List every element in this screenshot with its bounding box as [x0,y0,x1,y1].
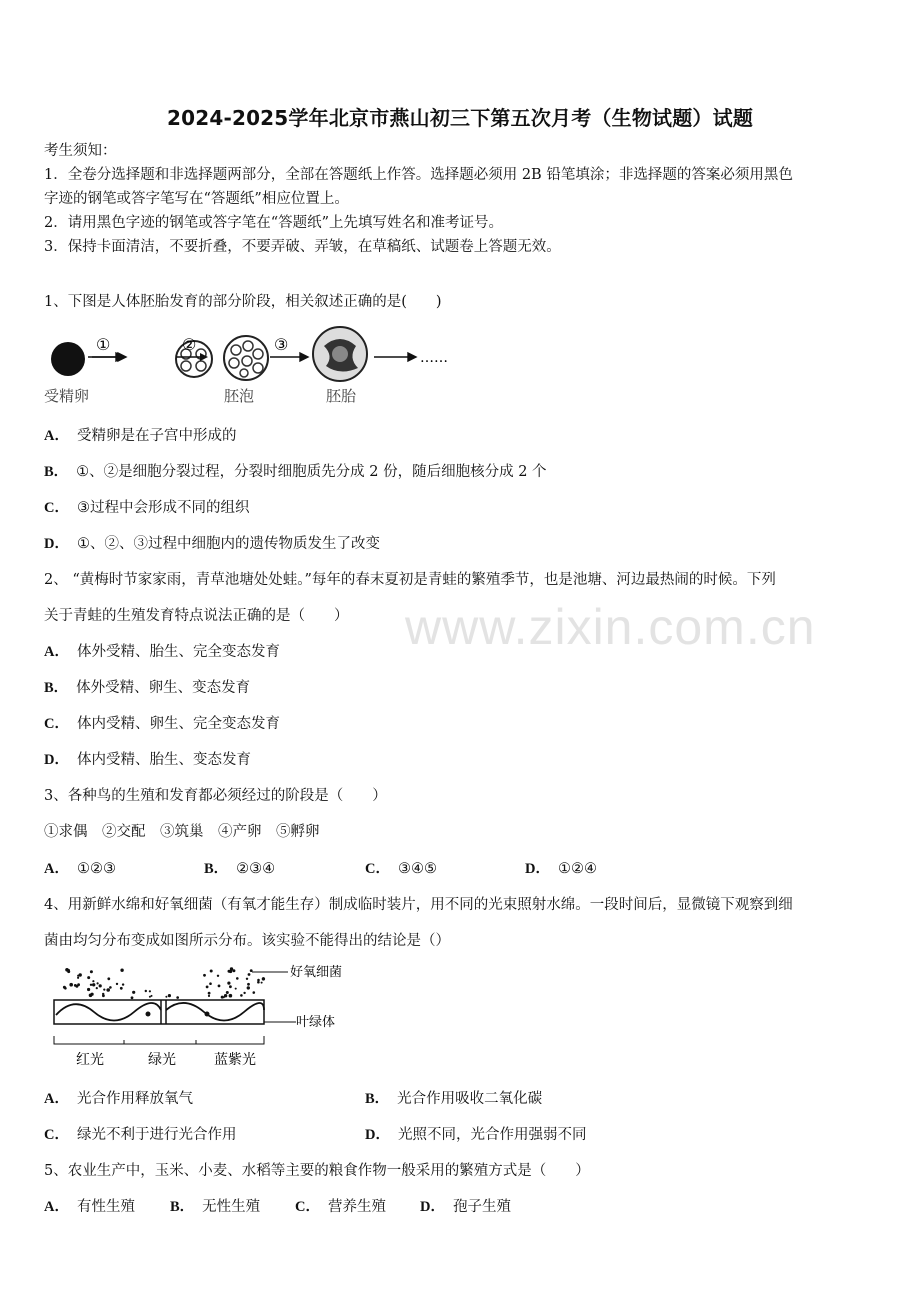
q4-option-c: C． 绿光不利于进行光合作用 [44,1127,237,1143]
bacterium-dot [247,983,250,986]
bacterium-dot [79,973,82,976]
chloroplast-spiral-right [166,1003,264,1021]
bacterium-dot [228,970,231,973]
bacterium-dot [97,982,99,984]
notice-line: 3．保持卡面清洁，不要折叠，不要弄破、弄皱，在草稿纸、试题卷上答题无效。 [44,239,561,255]
q4-option-b: B． 光合作用吸收二氧化碳 [365,1091,543,1107]
bacterium-dot [120,969,123,972]
step-1-label: ① [96,335,111,354]
q4-stem-line2: 菌由均匀分布变成如图所示分布。该实验不能得出的结论是（） [44,933,450,949]
bacterium-dot [107,977,110,980]
q1-option-d: D． ①、②、③过程中细胞内的遗传物质发生了改变 [44,536,380,552]
ellipsis: …… [420,350,448,366]
chloroplast-label: 叶绿体 [296,1015,336,1030]
bacterium-dot [131,996,134,999]
watermark: www.zixin.com.cn [405,599,816,655]
q3-choices: ①求偶 ②交配 ③筑巢 ④产卵 ⑤孵卵 [44,824,320,840]
q5-option-a: A． 有性生殖 [44,1199,135,1215]
q1-stem: 1、下图是人体胚胎发育的部分阶段，相关叙述正确的是( ) [44,294,442,310]
q2-option-d: D． 体内受精、胎生、变态发育 [44,752,251,768]
bacterium-dot [91,993,94,996]
q5-stem: 5、农业生产中，玉米、小麦、水稻等主要的粮食作物一般采用的繁殖方式是（ ） [44,1163,590,1179]
bacterium-dot [132,991,135,994]
q5-option-c: C． 营养生殖 [295,1199,386,1215]
zygote-label: 受精卵 [44,387,90,405]
bacterium-dot [208,995,210,997]
q5-option-b: B． 无性生殖 [170,1199,261,1215]
bacterium-dot [208,992,211,995]
bacterium-dot [227,982,230,985]
q4-option-d: D． 光照不同，光合作用强弱不同 [365,1127,587,1143]
bacterium-dot [145,990,147,992]
bacterium-dot [106,988,110,992]
bacterium-dot [226,991,229,994]
bacterium-dot [165,996,167,998]
bacterium-dot [149,990,151,992]
green-light-label: 绿光 [148,1052,176,1068]
bacterium-dot [253,991,256,994]
q2-stem-line2: 关于青蛙的生殖发育特点说法正确的是（ ） [44,608,349,624]
notice-line: 2．请用黑色字迹的钢笔或答字笔在“答题纸”上先填写姓名和准考证号。 [44,215,504,231]
q3-stem: 3、各种鸟的生殖和发育都必须经过的阶段是（ ） [44,788,387,804]
bacterium-dot [96,987,98,989]
step-3-label: ③ [274,335,289,354]
bacterium-dot [90,984,92,986]
q2-option-b: B． 体外受精、卵生、变态发育 [44,680,251,696]
bacterium-dot [223,996,225,998]
red-light-label: 红光 [76,1052,104,1068]
bacterium-dot [206,986,209,989]
bacterium-dot [176,996,179,999]
bacterium-dot [149,996,151,998]
bacterium-dot [262,977,264,979]
bacterium-dot [203,974,206,977]
q3-option-d: D． ①②④ [525,861,597,877]
bacterium-dot [247,986,250,989]
step-2-label: ② [182,335,197,354]
bacterium-dot [77,977,79,979]
bacterium-dot [229,985,232,988]
q5-option-d: D． 孢子生殖 [420,1199,511,1215]
q1-option-c: C． ③过程中会形成不同的组织 [44,500,250,516]
spirogyra-filament [54,1000,264,1024]
bacterium-dot [68,969,70,971]
blastocyst-label: 胚泡 [224,387,255,405]
bacterium-dot [257,979,260,982]
bacterium-dot [87,988,90,991]
q3-option-c: C． ③④⑤ [365,861,437,877]
bacterium-dot [210,970,213,973]
bacterium-dot [168,994,171,997]
bacterium-dot [92,983,95,986]
arrow-2 [174,324,230,364]
notice-heading: 考生须知： [44,143,117,159]
bacterium-dot [248,973,251,976]
bacterium-dot [122,983,124,985]
bacterium-dot [99,984,102,987]
bacterium-dot [109,986,112,989]
q4-option-a: A． 光合作用释放氧气 [44,1091,193,1107]
page-title: 2024-2025学年北京市燕山初三下第五次月考（生物试题）试题 [166,106,754,130]
chloroplast-spiral-left [56,1003,161,1021]
bacterium-dot [240,994,243,997]
spirogyra-figure [44,960,364,1072]
bacterium-dot [69,983,73,987]
bacterium-dot [246,978,248,980]
bacterium-dot [235,988,237,990]
bacterium-dot [209,982,212,985]
q1-option-b: B． ①、②是细胞分裂过程，分裂时细胞质先分成 2 份，随后细胞核分成 2 个 [44,464,547,480]
notice-line: 字迹的钢笔或答字笔写在“答题纸”相应位置上。 [44,191,349,207]
q2-stem-line1: 2、 “黄梅时节家家雨，青草池塘处处蛙。”每年的春末夏初是青蛙的繁殖季节，也是池塘、河边最热闹的时候。下列 [44,572,776,588]
bacterium-dot [243,992,245,994]
arrow-2-overlay [44,324,464,408]
embryo-label: 胚胎 [326,387,357,405]
bacterium-dot [102,993,104,995]
bacteria-label: 好氧细菌 [290,965,343,980]
bacterium-dot [116,983,118,985]
bacterium-dot [236,977,239,980]
q4-stem-line1: 4、用新鲜水绵和好氧细菌（有氧才能生存）制成临时装片，用不同的光束照射水绵。一段时间后，显微镜下观察到细 [44,897,793,913]
blue-violet-light-label: 蓝紫光 [214,1052,256,1068]
bacteria-dots [63,967,265,999]
bacterium-dot [217,975,219,977]
q1-option-a: A． 受精卵是在子宫中形成的 [44,428,237,444]
bacterium-dot [63,986,66,989]
q3-option-a: A． ①②③ [44,861,116,877]
bacterium-dot [229,994,233,998]
q3-option-b: B． ②③④ [204,861,276,877]
notice-line: 1．全卷分选择题和非选择题两部分，全部在答题纸上作答。选择题必须用 2B 铅笔填涂；非选择题的答案必须用黑色 [44,167,793,183]
bacterium-dot [87,976,90,979]
q2-option-a: A． 体外受精、胎生、完全变态发育 [44,644,280,660]
bacterium-dot [90,970,93,973]
bacterium-dot [218,985,221,988]
bacterium-dot [103,989,105,991]
bacterium-dot [92,980,94,982]
bacterium-dot [75,985,78,988]
bacterium-dot [120,987,123,990]
bacterium-dot [261,982,263,984]
q2-option-c: C． 体内受精、卵生、完全变态发育 [44,716,280,732]
